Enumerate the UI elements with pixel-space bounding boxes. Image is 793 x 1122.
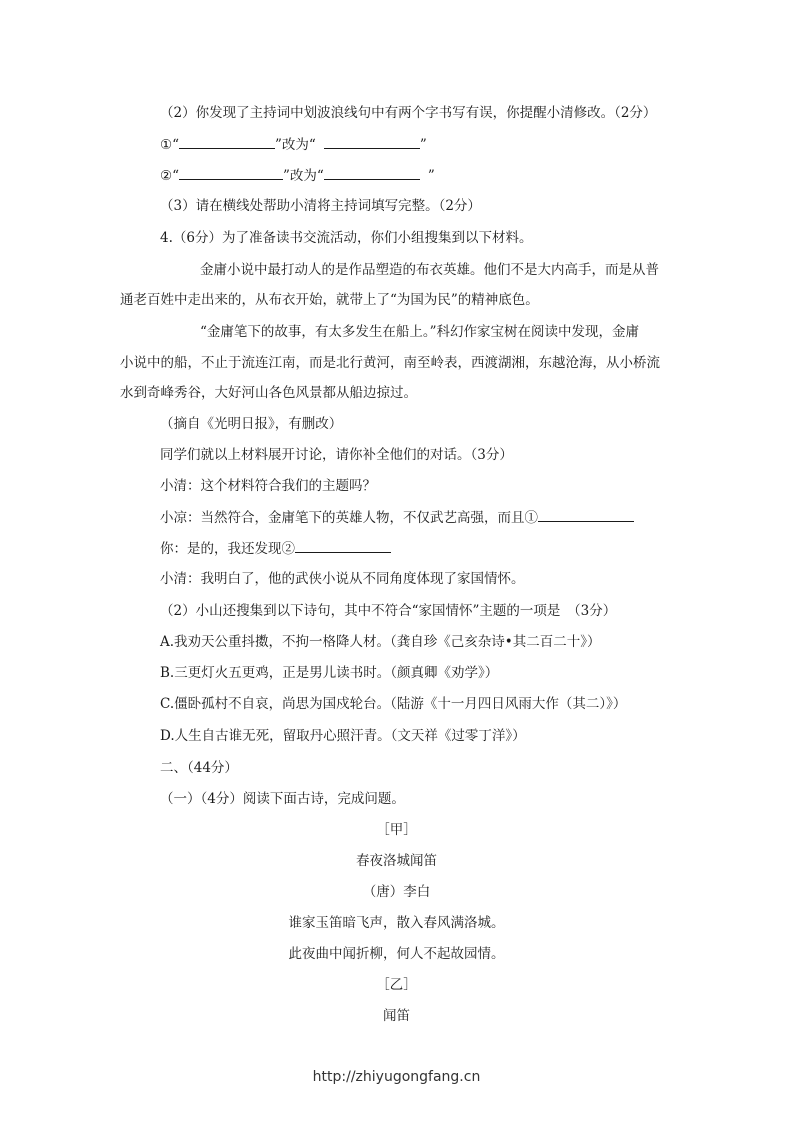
poem-2-title: 闻笛 [383, 1008, 410, 1024]
correction-2-suffix: ” [427, 168, 435, 184]
dialogue-line-4: 小清：我明白了，他的武侠小说从不同角度体现了家国情怀。 [160, 571, 525, 587]
dialogue-line-2-text: 小凉：当然符合，金庸笔下的英雄人物，不仅武艺高强，而且① [160, 510, 538, 526]
question-3-3: （3）请在横线处帮助小清将主持词填写完整。（2分） [160, 198, 481, 214]
correction-2-mid: ”改为“ [283, 168, 324, 184]
correction-line-1 [160, 134, 427, 155]
poem-1-line-1: 谁家玉笛暗飞声，散入春风满洛城。 [288, 915, 505, 931]
answer-blank-1[interactable] [538, 507, 634, 522]
dialogue-line-3-text: 你：是的，我还发现② [160, 541, 295, 557]
option-d: D.人生自古谁无死，留取丹心照汗青。（文天祥《过零丁洋》） [160, 728, 526, 744]
poem-1-tag: ［甲］ [376, 822, 417, 838]
question-4: 4.（6分）为了准备读书交流活动，你们小组搜集到以下材料。 [160, 230, 533, 246]
source-note: （摘自《光明日报》，有删改） [160, 416, 343, 432]
material-2-line-1: “金庸笔下的故事，有太多发生在船上。”科幻作家宝树在阅读中发现，金庸 [200, 324, 640, 340]
correction-2-blank-b[interactable] [324, 165, 420, 180]
material-2-line-2: 小说中的船，不止于流连江南，而是北行黄河，南至岭表，西渡湖湘，东越沧海，从小桥流 [120, 355, 660, 371]
footer-url[interactable]: http://zhiyugongfang.cn [312, 1069, 481, 1085]
section-2-part-1: （一）（4分）阅读下面古诗，完成问题。 [160, 791, 405, 807]
correction-1-suffix: ” [419, 137, 427, 153]
correction-1-prefix: ①“ [160, 137, 180, 153]
correction-2-prefix: ②“ [160, 168, 180, 184]
correction-1-blank-a[interactable] [179, 134, 275, 149]
material-1-line-2: 通老百姓中走出来的，从布衣开始，就带上了“为国为民”的精神底色。 [120, 292, 539, 308]
dialogue-line-1: 小清：这个材料符合我们的主题吗？ [160, 478, 376, 494]
correction-1-blank-b[interactable] [324, 134, 420, 149]
discussion-prompt: 同学们就以上材料展开讨论，请你补全他们的对话。（3分） [160, 447, 513, 463]
dialogue-line-3 [160, 538, 391, 559]
poem-1-author: （唐）李白 [362, 884, 431, 900]
option-c: C.僵卧孤村不自哀，尚思为国戍轮台。（陆游《十一月四日风雨大作（其二）》） [160, 696, 627, 712]
correction-1-mid: ”改为“ [275, 137, 316, 153]
correction-line-2 [160, 165, 435, 186]
question-3-2: （2）你发现了主持词中划波浪线句中有两个字书写有误，你提醒小清修改。（2分） [160, 105, 657, 121]
answer-blank-2[interactable] [295, 538, 391, 553]
dialogue-line-2 [160, 507, 634, 528]
section-2-heading: 二、（44分） [160, 760, 238, 776]
correction-2-blank-a[interactable] [179, 165, 283, 180]
poem-2-tag: ［乙］ [376, 977, 417, 993]
poem-1-line-2: 此夜曲中闻折柳，何人不起故园情。 [288, 946, 505, 962]
material-1-line-1: 金庸小说中最打动人的是作品塑造的布衣英雄。他们不是大内高手，而是从普 [200, 262, 659, 278]
question-4-2: （2）小山还搜集到以下诗句，其中不符合“家国情怀”主题的一项是 （3分） [160, 603, 617, 619]
option-b: B.三更灯火五更鸡，正是男儿读书时。（颜真卿《劝学》） [160, 665, 499, 681]
option-a: A.我劝天公重抖擞，不拘一格降人材。（龚自珍《己亥杂诗•其二百二十》） [160, 634, 601, 650]
poem-1-title: 春夜洛城闻笛 [356, 853, 437, 869]
material-2-line-3: 水到奇峰秀谷，大好河山各色风景都从船边掠过。 [120, 385, 417, 401]
